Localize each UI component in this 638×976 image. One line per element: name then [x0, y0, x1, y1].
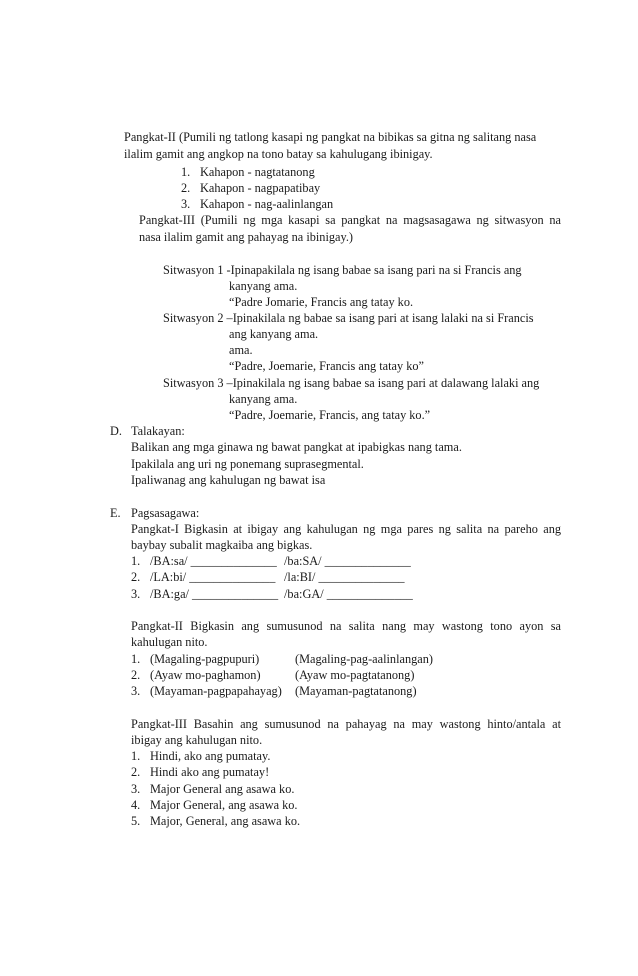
pangkat1-item: 3. /BA:ga/ ______________ — [131, 587, 279, 601]
sitwasyon-2-line: “Padre, Joemarie, Francis ang tatay ko” — [229, 359, 424, 373]
pangkat2e-item-b: (Ayaw mo-pagtatanong) — [295, 668, 415, 682]
sitwasyon-2-line: ang kanyang ama. — [229, 327, 319, 341]
pangkat3e-item: 1. Hindi, ako ang pumatay. — [131, 749, 271, 763]
pangkat2-item: 3. Kahapon - nag-aalinlangan — [181, 197, 334, 211]
pangkat1-item-b: /la:BI/ ______________ — [284, 570, 405, 584]
sitwasyon-1-line: kanyang ama. — [229, 279, 298, 293]
pangkat1-line1: Pangkat-I Bigkasin at ibigay ang kahulugan ng mga pares ng salita na pareho ang — [131, 522, 561, 536]
pangkat2-item: 1. Kahapon - nagtatanong — [181, 165, 315, 179]
pangkat1-item: 1. /BA:sa/ ______________ — [131, 554, 277, 568]
pangkat1-item: 2. /LA:bi/ ______________ — [131, 570, 276, 584]
section-d-line: Balikan ang mga ginawa ng bawat pangkat at ipabigkas nang tama. — [131, 440, 462, 454]
pangkat2e-item: 1. (Magaling-pagpupuri) — [131, 652, 260, 666]
pangkat2-line1: Pangkat-II (Pumili ng tatlong kasapi ng pangkat na bibikas sa gitna ng salitang nasa — [124, 130, 537, 144]
pangkat2-line2: ilalim gamit ang angkop na tono batay sa kahulugang ibinigay. — [124, 147, 433, 161]
section-e-title: Pagsasagawa: — [131, 506, 200, 520]
section-e-letter: E. — [110, 506, 121, 520]
pangkat2e-item-b: (Mayaman-pagtatanong) — [295, 684, 417, 698]
pangkat1-item-b: /ba:SA/ ______________ — [284, 554, 411, 568]
sitwasyon-3: Sitwasyon 3 –Ipinakilala ng isang babae sa isang pari at dalawang lalaki ang — [163, 376, 540, 390]
sitwasyon-1: Sitwasyon 1 -Ipinapakilala ng isang babae sa isang pari na si Francis ang — [163, 263, 522, 277]
pangkat3-line2: nasa ilalim gamit ang pahayag na ibinigay.) — [139, 230, 353, 244]
sitwasyon-3-line: “Padre, Joemarie, Francis, ang tatay ko.” — [229, 408, 431, 422]
section-d-line: Ipakilala ang uri ng ponemang suprasegmental. — [131, 457, 364, 471]
pangkat2e-item: 3. (Mayaman-pagpapahayag) — [131, 684, 282, 698]
pangkat1-line2: baybay subalit magkaiba ang bigkas. — [131, 538, 313, 552]
pangkat1-item-b: /ba:GA/ ______________ — [284, 587, 413, 601]
sitwasyon-3-line: kanyang ama. — [229, 392, 298, 406]
pangkat3e-item: 2. Hindi ako ang pumatay! — [131, 765, 270, 779]
pangkat2e-line1: Pangkat-II Bigkasin ang sumusunod na salita nang may wastong tono ayon sa — [131, 619, 561, 633]
pangkat2e-item-b: (Magaling-pag-aalinlangan) — [295, 652, 433, 666]
pangkat3e-line2: ibigay ang kahulugan nito. — [131, 733, 263, 747]
section-d-line: Ipaliwanag ang kahulugan ng bawat isa — [131, 473, 326, 487]
pangkat2-item: 2. Kahapon - nagpapatibay — [181, 181, 321, 195]
pangkat3e-item: 4. Major General, ang asawa ko. — [131, 798, 298, 812]
pangkat3e-item: 5. Major, General, ang asawa ko. — [131, 814, 301, 828]
pangkat3e-item: 3. Major General ang asawa ko. — [131, 782, 295, 796]
section-d-title: Talakayan: — [131, 424, 185, 438]
pangkat3e-line1: Pangkat-III Basahin ang sumusunod na pahayag na may wastong hinto/antala at — [131, 717, 561, 731]
sitwasyon-2-line: ama. — [229, 343, 253, 357]
sitwasyon-1-line: “Padre Jomarie, Francis ang tatay ko. — [229, 295, 414, 309]
pangkat2e-line2: kahulugan nito. — [131, 635, 208, 649]
section-d-letter: D. — [110, 424, 122, 438]
pangkat3-line1: Pangkat-III (Pumili ng mga kasapi sa pangkat na magsasagawa ng sitwasyon na — [139, 213, 561, 227]
pangkat2e-item: 2. (Ayaw mo-paghamon) — [131, 668, 261, 682]
sitwasyon-2: Sitwasyon 2 –Ipinakilala ng babae sa isang pari at isang lalaki na si Francis — [163, 311, 534, 325]
